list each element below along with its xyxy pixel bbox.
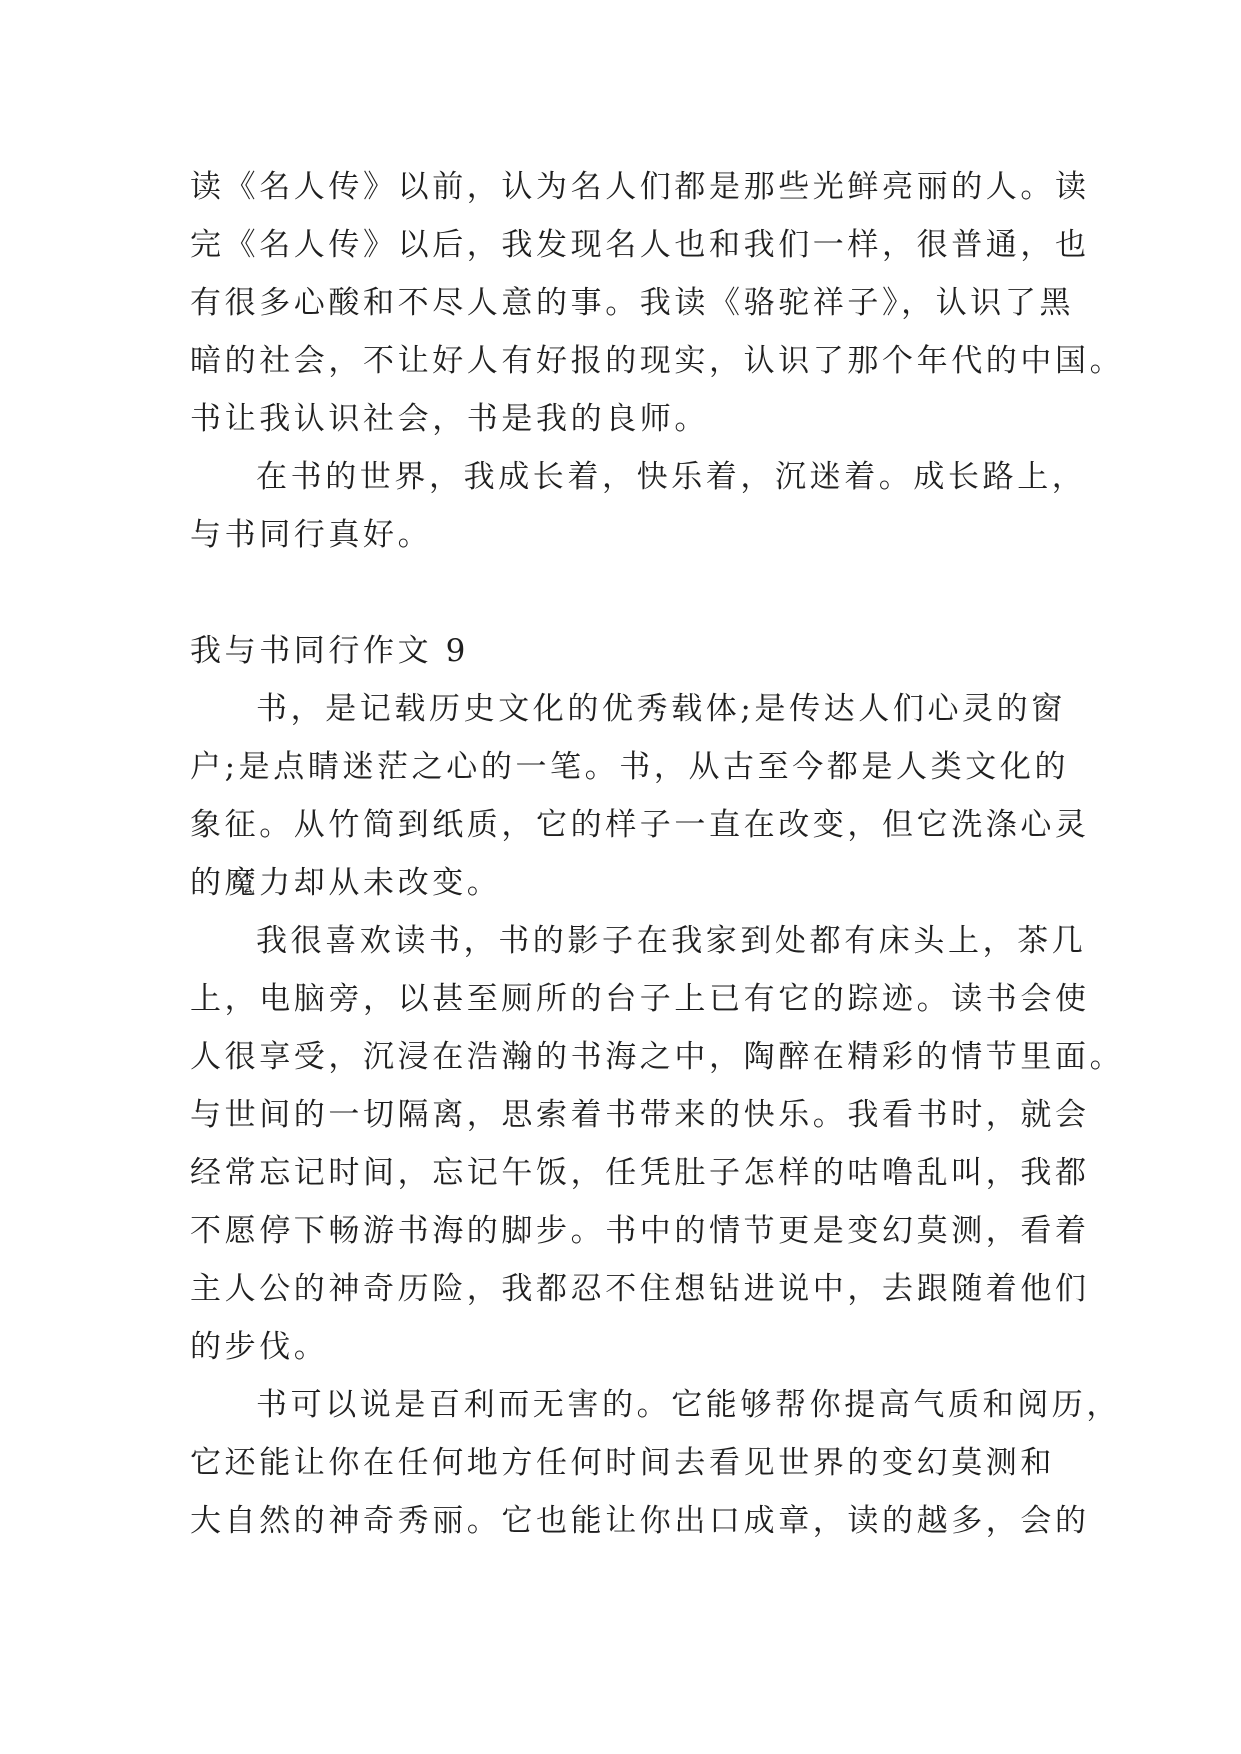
paragraph-line: 上，电脑旁，以甚至厕所的台子上已有它的踪迹。读书会使 [190, 981, 1090, 1017]
paragraph-line: 与世间的一切隔离，思索着书带来的快乐。我看书时，就会 [190, 1097, 1090, 1133]
paragraph-line: 与书同行真好。 [190, 517, 433, 553]
paragraph [190, 448, 1087, 564]
paragraph-line: 它还能让你在任何地方任何时间去看见世界的变幻莫测和 [190, 1445, 1055, 1481]
heading-text: 我与书同行作文 9 [190, 633, 469, 669]
paragraph-line: 的步伐。 [190, 1329, 329, 1365]
paragraph [190, 912, 1125, 1376]
paragraph-line: 户;是点睛迷茫之心的一笔。书，从古至今都是人类文化的 [190, 749, 1070, 785]
paragraph-line: 书，是记载历史文化的优秀载体;是传达人们心灵的窗 [256, 691, 1066, 727]
section-spacer [190, 564, 1050, 622]
section-heading [190, 622, 1050, 680]
paragraph-line: 有很多心酸和不尽人意的事。我读《骆驼祥子》，认识了黑 [190, 285, 1075, 321]
paragraph-line: 暗的社会，不让好人有好报的现实，认识了那个年代的中国。 [190, 343, 1125, 379]
paragraph-line: 我很喜欢读书，书的影子在我家到处都有床头上，茶几 [256, 923, 1087, 959]
paragraph-line: 象征。从竹简到纸质，它的样子一直在改变，但它洗涤心灵 [190, 807, 1090, 843]
paragraph-line: 书让我认识社会，书是我的良师。 [190, 401, 709, 437]
paragraph-line: 经常忘记时间，忘记午饭，任凭肚子怎样的咕噜乱叫，我都 [190, 1155, 1090, 1191]
paragraph-line: 完《名人传》以后，我发现名人也和我们一样，很普通，也 [190, 227, 1090, 263]
paragraph-line: 大自然的神奇秀丽。它也能让你出口成章，读的越多，会的 [190, 1503, 1090, 1539]
paragraph-line: 书可以说是百利而无害的。它能够帮你提高气质和阅历， [256, 1387, 1121, 1423]
document-body [190, 158, 1125, 1550]
paragraph-line: 在书的世界，我成长着，快乐着，沉迷着。成长路上， [256, 459, 1087, 495]
paragraph-line: 主人公的神奇历险，我都忍不住想钻进说中，去跟随着他们 [190, 1271, 1090, 1307]
paragraph-line: 人很享受，沉浸在浩瀚的书海之中，陶醉在精彩的情节里面。 [190, 1039, 1125, 1075]
paragraph-line: 的魔力却从未改变。 [190, 865, 502, 901]
paragraph [190, 1376, 1121, 1550]
paragraph-line: 读《名人传》以前，认为名人们都是那些光鲜亮丽的人。读 [190, 169, 1090, 205]
paragraph-line: 不愿停下畅游书海的脚步。书中的情节更是变幻莫测，看着 [190, 1213, 1090, 1249]
paragraph [190, 158, 1125, 448]
paragraph [190, 680, 1090, 912]
